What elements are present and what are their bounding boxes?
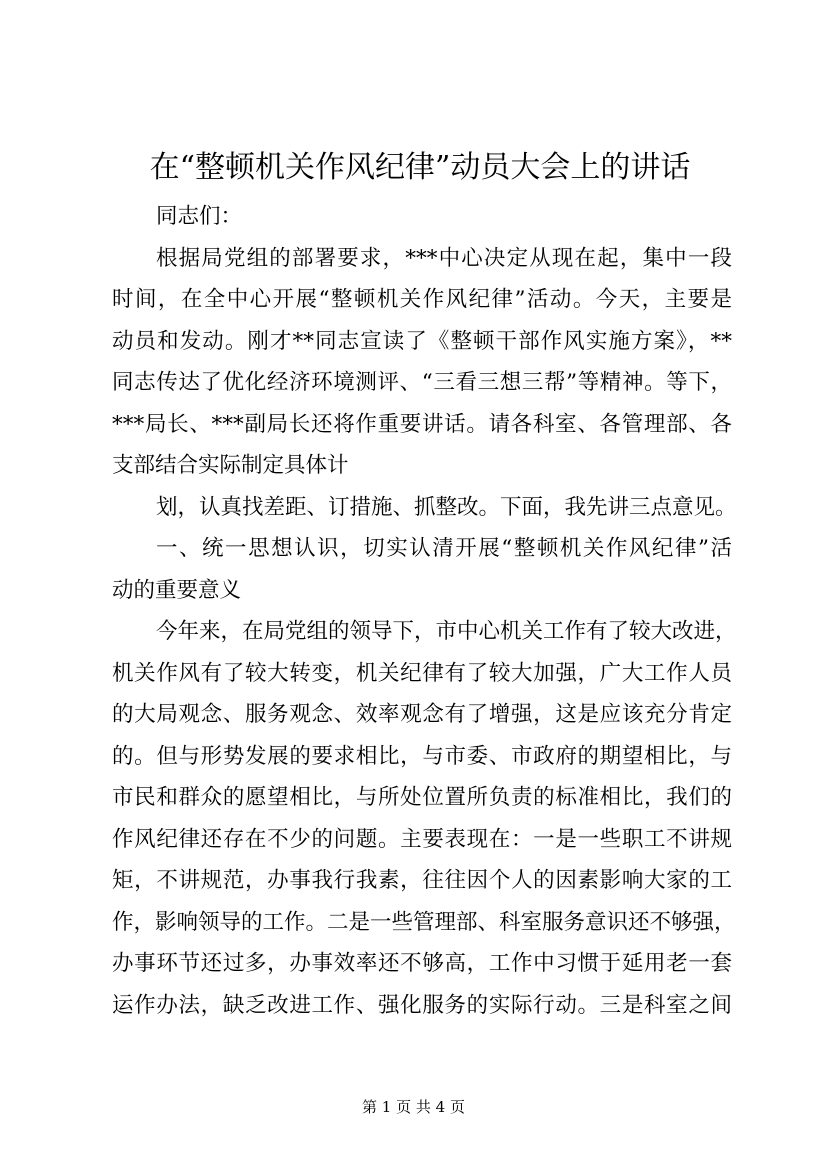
body-line: 的。但与形势发展的要求相比，与市委、市政府的期望相比，与: [112, 743, 732, 769]
body-line: 作，影响领导的工作。二是一些管理部、科室服务意识还不够强，: [112, 909, 736, 935]
body-line: 一、统一思想认识，切实认清开展“整顿机关作风纪律”活: [156, 536, 732, 561]
body-line: 今年来，在局党组的领导下，市中心机关工作有了较大改进，: [156, 619, 737, 644]
body-line: 动员和发动。刚才**同志宣读了《整顿干部作风实施方案》，**: [112, 328, 732, 354]
body-line: 同志传达了优化经济环境测评、“三看三想三帮”等精神。等下，: [112, 370, 732, 395]
body-line: 划，认真找差距、订措施、抓整改。下面，我先讲三点意见。: [156, 494, 737, 520]
page-footer: 第 1 页 共 4 页: [362, 1098, 465, 1116]
body-line: 办事环节还过多，办事效率还不够高，工作中习惯于延用老一套: [112, 951, 732, 976]
body-line: 矩，不讲规范，办事我行我素，往往因个人的因素影响大家的工: [112, 868, 732, 893]
body-line: 作风纪律还存在不少的问题。主要表现在：一是一些职工不讲规: [112, 826, 732, 852]
body-line: 的大局观念、服务观念、效率观念有了增强，这是应该充分肯定: [112, 702, 732, 727]
body-line: 运作办法，缺乏改进工作、强化服务的实际行动。三是科室之间: [112, 992, 732, 1018]
body-line: ***局长、***副局长还将作重要讲话。请各科室、各管理部、各: [112, 411, 732, 437]
document-body: [112, 196, 737, 1026]
body-line: 动的重要意义: [112, 577, 242, 603]
body-line: 市民和群众的愿望相比，与所处位置所负责的标准相比，我们的: [112, 785, 732, 810]
body-line: 根据局党组的部署要求，***中心决定从现在起，集中一段: [156, 245, 732, 271]
body-line: 同志们：: [156, 204, 243, 229]
body-line: 时间，在全中心开展“整顿机关作风纪律”活动。今天，主要是: [112, 287, 732, 312]
body-line: 支部结合实际制定具体计: [112, 453, 349, 478]
document-title: 在“整顿机关作风纪律”动员大会上的讲话: [149, 150, 691, 185]
body-line: 机关作风有了较大转变，机关纪律有了较大加强，广大工作人员: [112, 660, 732, 686]
